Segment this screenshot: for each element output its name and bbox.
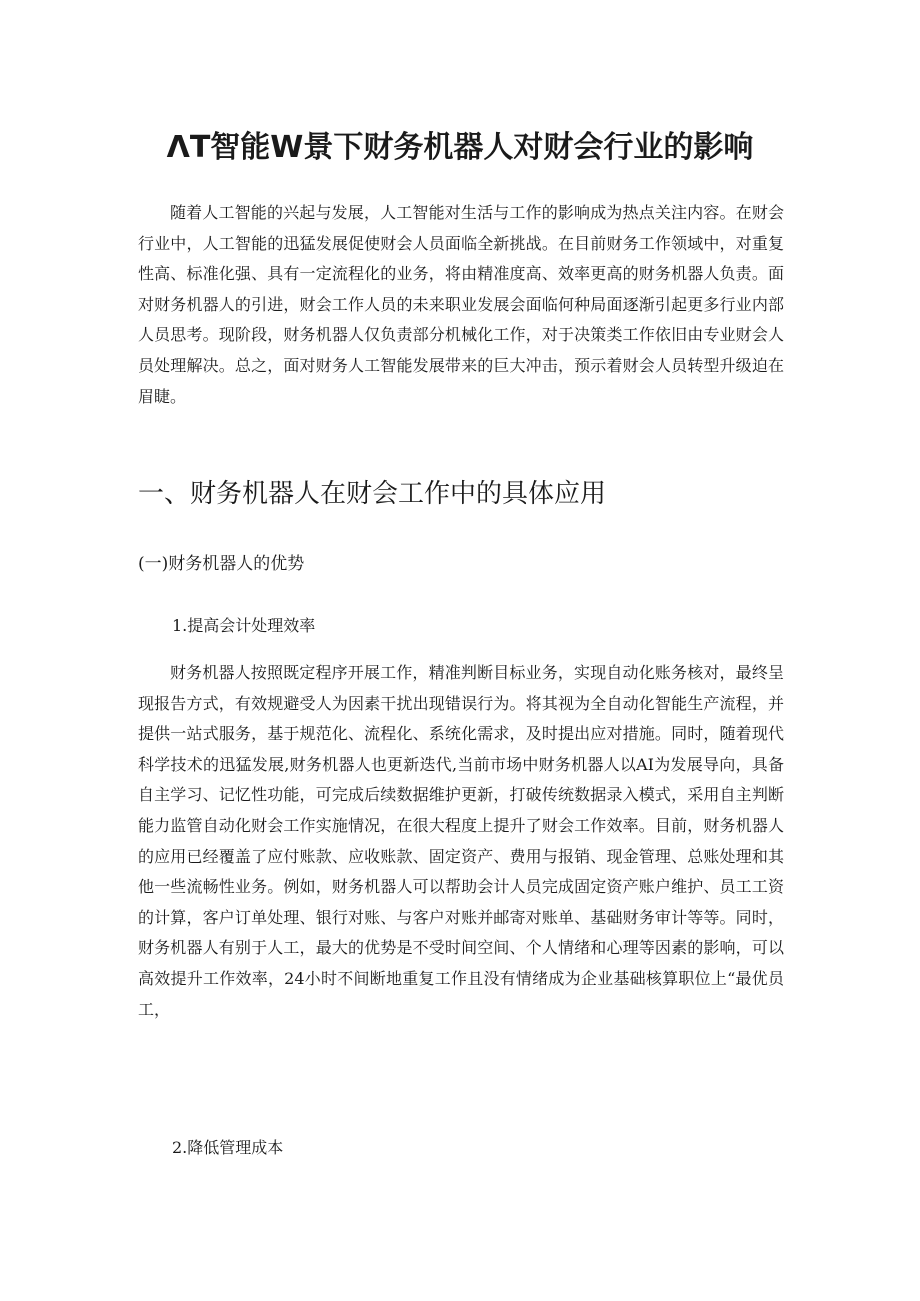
section-heading-1: 一、财务机器人在财会工作中的具体应用 [138, 479, 607, 509]
intro-paragraph: 随着人工智能的兴起与发展，人工智能对生活与工作的影响成为热点关注内容。在财会行业中，人工智能的迅猛发展促使财会人员面临全新挑战。在目前财务工作领域中，对重复性高、标准化强、具有一定流程化的业务，将由精准度高、效率更高的财务机器人负责。面对财务机器人的引进，财会工作人员的未来职业发展会面临何种局面逐渐引起更多行业内部人员思考。现阶段，财务机器人仅负责部分机械化工作，对于决策类工作依旧由专业财会人员处理解决。总之，面对财务人工智能发展带来的巨大冲击，预示着财会人员转型升级迫在眉睫。 [138, 203, 784, 406]
subsection-heading-1: (一)财务机器人的优势 [138, 554, 305, 574]
item-heading-2: 2.降低管理成本 [172, 1138, 284, 1157]
document-title: ΛT智能W景下财务机器人对财会行业的影响 [166, 130, 754, 165]
item-1-paragraph: 财务机器人按照既定程序开展工作，精准判断目标业务，实现自动化账务核对，最终呈现报告方式，有效规避受人为因素干扰出现错误行为。将其视为全自动化智能生产流程，并提供一站式服务，基于规范化、流程化、系统化需求，及时提出应对措施。同时，随着现代科学技术的迅猛发展,财务机器人也更新迭代,当前市场中财务机器人以AI为发展导向，具备自主学习、记忆性功能，可完成后续数据维护更新，打破传统数据录入模式，采用自主判断能力监管自动化财会工作实施情况，在很大程度上提升了财会工作效率。目前，财务机器人的应用已经覆盖了应付账款、应收账款、固定资产、费用与报销、现金管理、总账处理和其他一些流畅性业务。例如，财务机器人可以帮助会计人员完成固定资产账户维护、员工工资的计算，客户订单处理、银行对账、与客户对账并邮寄对账单、基础财务审计等等。同时，财务机器人有别于人工，最大的优势是不受时间空间、个人情绪和心理等因素的影响，可以高效提升工作效率，24小时不间断地重复工作且没有情绪成为企业基础核算职位上“最优员工， [138, 663, 784, 1019]
item-heading-1: 1.提高会计处理效率 [172, 616, 316, 635]
